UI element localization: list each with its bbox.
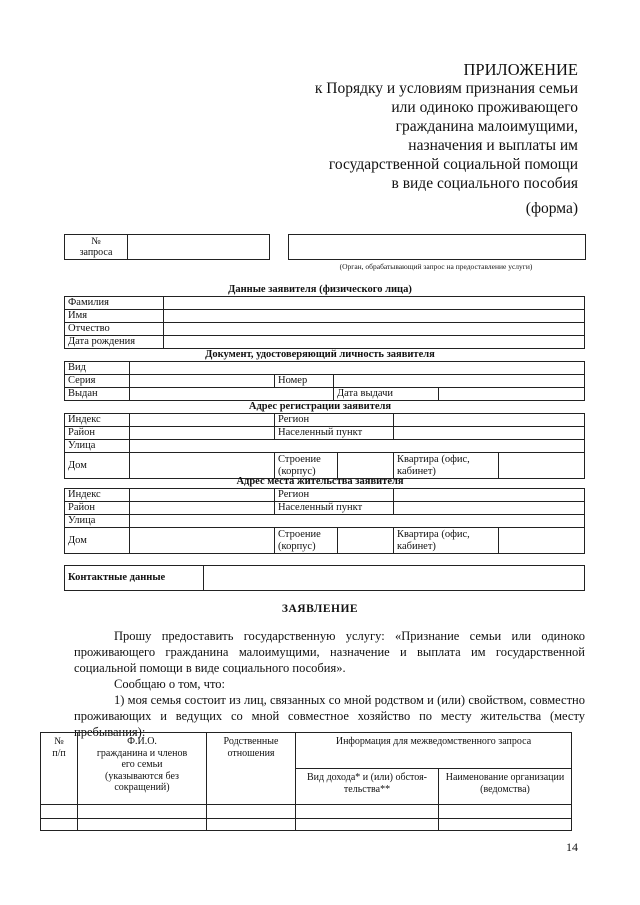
organ-caption: (Орган, обрабатывающий запрос на предоставление услуги) [339, 262, 533, 271]
family-cell[interactable] [296, 805, 439, 819]
header-line: назначения и выплаты им [408, 137, 578, 154]
res-settlement-field[interactable] [394, 502, 585, 515]
reg-flat-field[interactable] [499, 453, 585, 479]
surname-field[interactable] [164, 297, 585, 310]
appendix-title: ПРИЛОЖЕНИЕ [463, 60, 578, 79]
doc-issue-date-field[interactable] [439, 388, 585, 401]
surname-label: Фамилия [65, 297, 164, 310]
res-index-field[interactable] [130, 489, 275, 502]
res-house-field[interactable] [130, 528, 275, 554]
doc-number-field[interactable] [334, 375, 585, 388]
patronymic-field[interactable] [164, 323, 585, 336]
doc-number-label: Номер [275, 375, 334, 388]
statement-title: ЗАЯВЛЕНИЕ [281, 603, 359, 615]
doc-issue-date-label: Дата выдачи [334, 388, 439, 401]
family-cell[interactable] [439, 819, 572, 831]
res-street-label: Улица [65, 515, 130, 528]
reg-index-label: Индекс [65, 414, 130, 427]
request-number-field[interactable] [128, 235, 270, 260]
contacts-table [64, 565, 585, 591]
reg-street-label: Улица [65, 440, 130, 453]
organ-field[interactable] [288, 234, 586, 260]
form-label: (форма) [525, 200, 578, 217]
family-cell[interactable] [439, 805, 572, 819]
document-section-title: Документ, удостоверяющий личность заявителя [205, 349, 435, 360]
reg-settlement-field[interactable] [394, 427, 585, 440]
birthdate-field[interactable] [164, 336, 585, 349]
applicant-table [64, 296, 585, 349]
family-cell[interactable] [207, 805, 296, 819]
page-number: 14 [566, 840, 578, 854]
reg-street-field[interactable] [130, 440, 585, 453]
document-table [64, 361, 585, 401]
doc-issued-field[interactable] [130, 388, 334, 401]
name-label: Имя [65, 310, 164, 323]
reg-flat-label: Квартира (офис, кабинет) [394, 453, 499, 479]
res-district-label: Район [65, 502, 130, 515]
res-building-cell [275, 528, 394, 554]
reg-settlement-label: Населенный пункт [275, 427, 394, 440]
family-col-number: № п/п [41, 733, 78, 805]
res-building-field[interactable] [338, 528, 394, 553]
family-table [40, 732, 572, 831]
family-cell[interactable] [41, 805, 78, 819]
reg-region-field[interactable] [394, 414, 585, 427]
name-field[interactable] [164, 310, 585, 323]
family-col-info: Информация для межведомственного запроса [296, 733, 572, 769]
patronymic-label: Отчество [65, 323, 164, 336]
registration-section-title: Адрес регистрации заявителя [248, 401, 392, 412]
header-line: гражданина малоимущими, [395, 118, 578, 135]
header-line: государственной социальной помощи [328, 156, 578, 173]
request-number-label: № запроса [65, 235, 128, 260]
family-col-relation: Родственные отношения [207, 733, 296, 805]
registration-table [64, 413, 585, 479]
reg-building-field[interactable] [338, 453, 394, 478]
reg-district-label: Район [65, 427, 130, 440]
res-index-label: Индекс [65, 489, 130, 502]
family-cell[interactable] [78, 805, 207, 819]
contacts-field[interactable] [204, 566, 585, 591]
reg-district-field[interactable] [130, 427, 275, 440]
contacts-label: Контактные данные [65, 566, 204, 591]
residence-section-title: Адрес места жительства заявителя [236, 476, 404, 487]
doc-series-field[interactable] [130, 375, 275, 388]
header-line: в виде социального пособия [391, 175, 578, 192]
family-cell[interactable] [296, 819, 439, 831]
applicant-section-title: Данные заявителя (физического лица) [228, 284, 412, 295]
reg-index-field[interactable] [130, 414, 275, 427]
doc-series-label: Серия [65, 375, 130, 388]
header-line: или одиноко проживающего [391, 99, 578, 116]
res-flat-label: Квартира (офис, кабинет) [394, 528, 499, 554]
doc-issued-label: Выдан [65, 388, 130, 401]
statement-paragraph-2: Сообщаю о том, что: [114, 677, 225, 691]
request-number-box [64, 234, 270, 260]
family-cell[interactable] [41, 819, 78, 831]
res-region-label: Регион [275, 489, 394, 502]
reg-building-label: Строение (корпус) [275, 453, 338, 478]
res-flat-field[interactable] [499, 528, 585, 554]
family-col-income: Вид дохода* и (или) обстоя- тельства** [296, 769, 439, 805]
birthdate-label: Дата рождения [65, 336, 164, 349]
res-house-label: Дом [65, 528, 130, 554]
family-cell[interactable] [207, 819, 296, 831]
reg-region-label: Регион [275, 414, 394, 427]
reg-house-label: Дом [65, 453, 130, 479]
doc-type-field[interactable] [130, 362, 585, 375]
res-street-field[interactable] [130, 515, 585, 528]
family-col-fio: Ф.И.О. гражданина и членов его семьи (указываются без сокращений) [78, 733, 207, 805]
res-district-field[interactable] [130, 502, 275, 515]
statement-paragraph-3: 1) моя семья состоит из лиц, связанных со мной родством и (или) свойством, совместно проживающих и ведущих со мной совместное хозяйство по месту жительства (месту пребывания): [74, 693, 585, 739]
residence-table [64, 488, 585, 554]
family-col-organization: Наименование организации (ведомства) [439, 769, 572, 805]
reg-building-cell [275, 453, 394, 479]
res-settlement-label: Населенный пункт [275, 502, 394, 515]
header-line: к Порядку и условиям признания семьи [314, 80, 578, 97]
res-building-label: Строение (корпус) [275, 528, 338, 553]
family-cell[interactable] [78, 819, 207, 831]
res-region-field[interactable] [394, 489, 585, 502]
reg-house-field[interactable] [130, 453, 275, 479]
doc-type-label: Вид [65, 362, 130, 375]
appendix-header [315, 60, 578, 193]
statement-paragraph-1: Прошу предоставить государственную услугу: «Признание семьи или одиноко проживающего гражданина малоимущими, назначение и выплата им государственной социальной помощи в виде социального пособия». [74, 629, 585, 675]
